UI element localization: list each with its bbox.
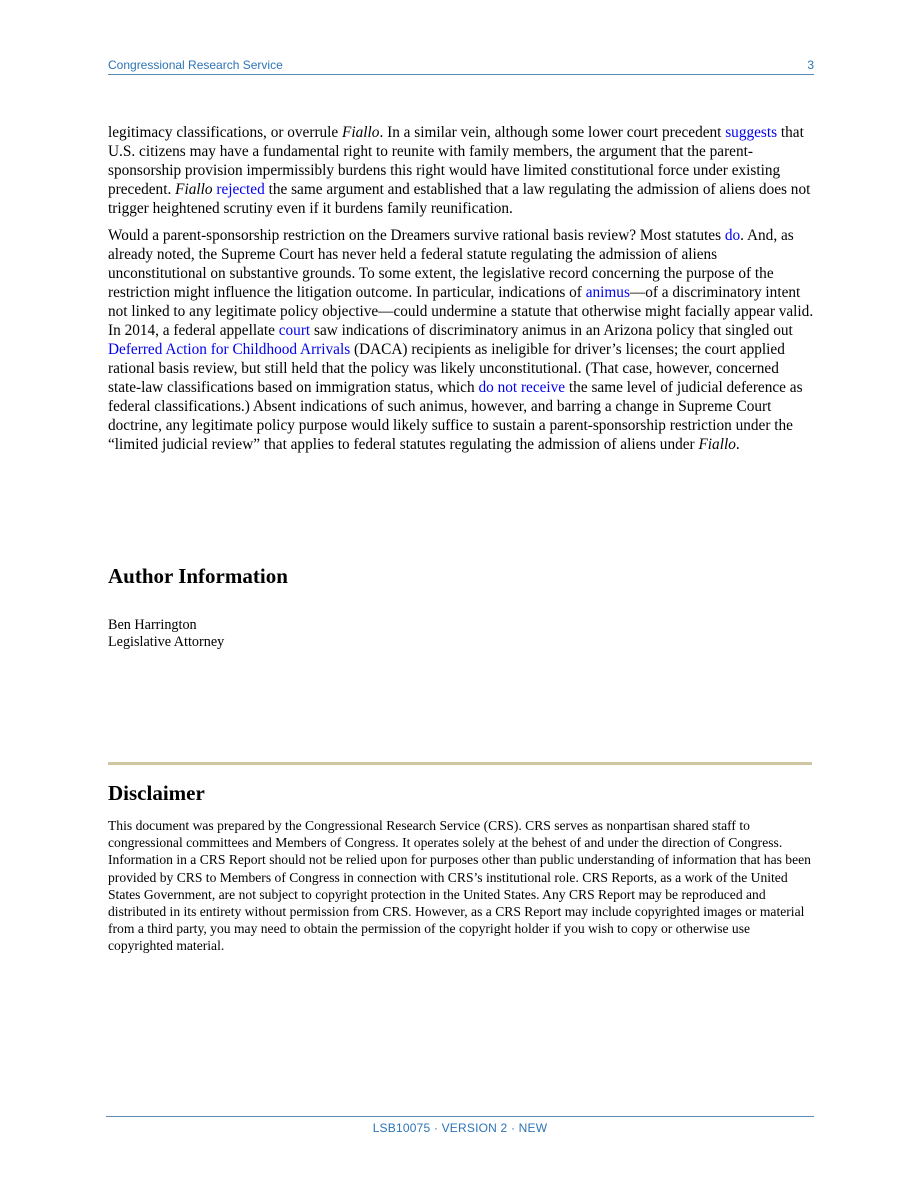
- author-info: [108, 617, 224, 651]
- author-heading: Author Information: [108, 564, 288, 588]
- p2-text-6: the same level of judicial deference as federal classifications.) Absent indications of such animus, however, and barring a change in Supreme Court doctrine, any legitimate policy purpose would likely suffice to sustain a parent-sponsorship restriction under the “limited judicial review” that applies to federal statutes regulating the admission of aliens under: [108, 379, 803, 453]
- link-rejected[interactable]: rejected: [216, 181, 265, 198]
- link-court[interactable]: court: [278, 322, 311, 339]
- p2-text-7: .: [735, 436, 740, 453]
- p2-text-2: . And, as already noted, the Supreme Court has never held a federal statute regulating the admission of aliens unconstitutional on substantive grounds. To some extent, the legislative record concerning the purpose of the restriction might influence the litigation outcome. In particular, indications of: [108, 227, 794, 301]
- disclaimer-heading: Disclaimer: [108, 781, 205, 805]
- footer-report-id: LSB10075 · VERSION 2 · NEW: [372, 1121, 548, 1135]
- link-daca[interactable]: Deferred Action for Childhood Arrivals: [108, 341, 351, 358]
- body-text: [108, 123, 814, 462]
- p1-text-5: the same argument and established that a law regulating the admission of aliens does not trigger heightened scrutiny even if it burdens family reunification.: [108, 181, 811, 217]
- footer-divider: [106, 1116, 814, 1117]
- header-org-name: Congressional Research Service: [108, 58, 283, 72]
- p2-text-3: —of a discriminatory intent not linked to any legitimate policy objective—could undermine a statute that otherwise might facially appear valid. In 2014, a federal appellate: [108, 284, 814, 339]
- p1-text-3: that U.S. citizens may have a fundamental right to reunite with family members, the argument that the parent-sponsorship provision impermissibly burdens this right would have limited constitutional force under existing precedent.: [108, 124, 804, 198]
- p1-case-name-fiallo: Fiallo: [342, 124, 380, 141]
- author-name: Ben Harrington: [108, 617, 197, 633]
- link-do-not-receive[interactable]: do not receive: [478, 379, 566, 396]
- paragraph-2: [108, 226, 814, 454]
- p1-text-1: legitimacy classifications, or overrule: [108, 124, 343, 141]
- disclaimer-text: This document was prepared by the Congressional Research Service (CRS). CRS serves as nonpartisan shared staff to congressional committees and Members of Congress. It operates solely at the behest of and under the direction of Congress. Information in a CRS Report should not be relied upon for purposes other than public understanding of information that has been provided by CRS to Members of Congress in connection with CRS’s institutional role. CRS Reports, as a work of the United States Government, are not subject to copyright protection in the United States. Any CRS Report may be reproduced and distributed in its entirety without permission from CRS. However, as a CRS Report may include copyrighted images or material from a third party, you may need to obtain the permission of the copyright holder if you wish to copy or otherwise use copyrighted material.: [108, 818, 811, 954]
- link-animus[interactable]: animus: [585, 284, 630, 301]
- paragraph-1: [108, 123, 814, 218]
- p2-text-1: Would a parent-sponsorship restriction on the Dreamers survive rational basis review? Most statutes: [108, 227, 725, 244]
- link-do[interactable]: do: [724, 227, 741, 244]
- running-header: [108, 58, 814, 75]
- p2-text-5: (DACA) recipients as ineligible for driver’s licenses; the court applied rational basis review, but still held that the policy was likely unconstitutional. (That case, however, concerned state-law classifications based on immigration status, which: [108, 341, 785, 396]
- link-suggests[interactable]: suggests: [725, 124, 778, 141]
- section-divider: [108, 762, 812, 765]
- page-number: 3: [807, 58, 814, 72]
- p2-text-4: saw indications of discriminatory animus in an Arizona policy that singled out: [310, 322, 793, 339]
- p1-text-2: . In a similar vein, although some lower court precedent: [379, 124, 726, 141]
- author-title: Legislative Attorney: [108, 634, 225, 650]
- p2-case-name-fiallo: Fiallo: [698, 436, 736, 453]
- p1-case-name-fiallo-2: Fiallo: [175, 181, 213, 198]
